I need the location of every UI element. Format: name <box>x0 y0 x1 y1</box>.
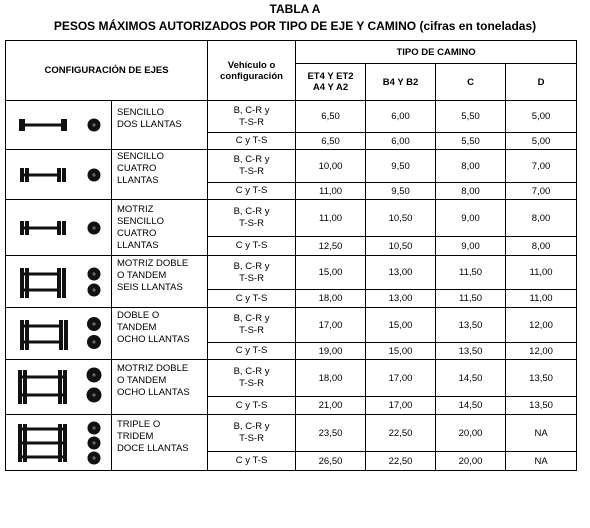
wheel-post <box>25 320 29 350</box>
tire-hub <box>93 426 96 429</box>
weight-cell: 11,50 <box>436 290 506 308</box>
wheel-post <box>62 221 66 235</box>
double-tandem-eight-tires-icon <box>78 308 112 360</box>
axle-description-line: OCHO LLANTAS <box>117 333 190 345</box>
wheel-post <box>20 168 24 182</box>
axle-description-line: DOCE LLANTAS <box>117 442 189 454</box>
axle-description <box>112 308 208 360</box>
weight-cell: 12,00 <box>506 308 577 343</box>
weight-cell: 15,00 <box>366 343 436 360</box>
wheel-post <box>20 221 24 235</box>
drive-double-tandem-eight-tires-icon <box>78 360 112 415</box>
axle-diagram <box>6 415 78 471</box>
wheel-post <box>19 119 25 131</box>
weight-cell: 8,00 <box>506 200 577 237</box>
header-vehicle-line1: Vehículo o <box>227 59 276 71</box>
table-row <box>6 150 577 183</box>
weight-cell: 17,00 <box>296 308 366 343</box>
axle-description-line <box>117 187 207 199</box>
wheel-post <box>59 320 63 350</box>
wheel-post <box>64 320 68 350</box>
weight-cell: 13,00 <box>366 290 436 308</box>
table-row <box>6 101 577 133</box>
axle-description-line: DOS LLANTAS <box>117 119 182 130</box>
weight-cell: 11,00 <box>506 290 577 308</box>
header-col-et4 <box>296 64 366 101</box>
table-row <box>6 200 577 237</box>
tire-hub <box>93 288 96 291</box>
axle-description <box>112 415 208 471</box>
axle-description-line <box>117 399 207 411</box>
tire-hub <box>93 272 96 275</box>
weight-cell: 13,50 <box>506 360 577 397</box>
weight-cell: 17,00 <box>366 360 436 397</box>
axle-description-line: MOTRIZ DOBLE <box>117 363 189 374</box>
vehicle-configuration-line: B, C-R y <box>233 154 270 165</box>
axle-diagram <box>6 256 78 308</box>
axle-description-line: DOBLE O <box>117 309 160 321</box>
vehicle-configuration <box>208 183 296 200</box>
weight-cell: 5,00 <box>506 133 577 150</box>
weight-cell: 6,50 <box>296 133 366 150</box>
axle-description-line: O TANDEM <box>117 269 167 281</box>
weight-cell: 12,50 <box>296 237 366 256</box>
axle-diagram <box>6 360 78 415</box>
axle-bar <box>19 124 63 127</box>
wheel-post <box>57 268 61 298</box>
vehicle-configuration-line: C y T-S <box>235 240 268 251</box>
header-col-d: D <box>506 64 577 101</box>
drive-single-axle-four-tires-icon <box>78 200 112 256</box>
weight-cell: 5,00 <box>506 101 577 133</box>
weight-cell: 11,00 <box>296 183 366 200</box>
vehicle-configuration-line: C y T-S <box>235 185 268 196</box>
axle-description-line: OCHO LLANTAS <box>117 387 190 398</box>
wheel-post <box>62 268 66 298</box>
weight-cell: 10,00 <box>296 150 366 183</box>
axle-bar <box>21 455 63 458</box>
wheel-post <box>58 424 62 462</box>
wheel-post <box>23 370 27 404</box>
weight-cell: 10,50 <box>366 200 436 237</box>
weight-cell: 13,50 <box>436 343 506 360</box>
weight-cell: 26,50 <box>296 452 366 471</box>
axle-bar <box>21 394 63 397</box>
weight-cell: 8,00 <box>436 150 506 183</box>
axle-description-line: TRIPLE O <box>117 418 161 430</box>
axle-diagram <box>6 308 78 360</box>
vehicle-configuration-line: T-S-R <box>239 433 264 444</box>
weight-cell: 10,50 <box>366 237 436 256</box>
axle-diagram <box>6 200 78 256</box>
axle-description-line: SENCILLO <box>117 150 164 162</box>
wheel-post <box>58 370 62 404</box>
header-road-type: TIPO DE CAMINO <box>296 41 577 64</box>
weight-cell: 7,00 <box>506 183 577 200</box>
axle-description <box>112 360 208 415</box>
vehicle-configuration-line: T-S-R <box>239 166 264 177</box>
weight-cell: 13,50 <box>436 308 506 343</box>
wheel-post <box>62 168 66 182</box>
weight-cell: 11,00 <box>296 200 366 237</box>
header-col-c: C <box>436 64 506 101</box>
axle-description-line <box>117 131 207 143</box>
drive-double-tandem-six-tires-icon <box>78 256 112 308</box>
weight-cell: 18,00 <box>296 360 366 397</box>
vehicle-configuration-line: C y T-S <box>235 292 268 304</box>
axle-description <box>112 101 208 150</box>
weight-cell: 15,00 <box>296 256 366 290</box>
vehicle-configuration-line: C y T-S <box>235 399 268 411</box>
axle-description <box>112 200 208 256</box>
vehicle-configuration <box>208 360 296 397</box>
weight-cell: 6,50 <box>296 101 366 133</box>
axle-description-line: SENCILLO <box>117 107 164 118</box>
table-body <box>6 101 577 471</box>
table-row <box>6 415 577 452</box>
weight-cell: 14,50 <box>436 397 506 415</box>
table-row <box>6 360 577 397</box>
wheel-post <box>57 168 61 182</box>
tire-hub <box>93 393 96 396</box>
vehicle-configuration <box>208 150 296 183</box>
weight-cell: 11,00 <box>506 256 577 290</box>
wheel-post <box>63 370 67 404</box>
weight-cell: 20,00 <box>436 415 506 452</box>
single-axle-two-tires-icon <box>78 101 112 150</box>
weight-cell: 15,00 <box>366 308 436 343</box>
axle-description-line: SENCILLO <box>117 215 164 227</box>
axle-description-line: TANDEM <box>117 321 157 333</box>
weight-cell: 20,00 <box>436 452 506 471</box>
axle-description-line: CUATRO <box>117 162 157 174</box>
vehicle-configuration-line: B, C-R y <box>233 313 270 324</box>
weight-cell: 5,50 <box>436 133 506 150</box>
weight-cell: 9,50 <box>366 183 436 200</box>
weight-cell: 19,00 <box>296 343 366 360</box>
header-col-b4: B4 Y B2 <box>366 64 436 101</box>
table-title: TABLA A <box>269 2 321 16</box>
tire-hub <box>93 123 96 126</box>
weights-table <box>5 40 577 471</box>
vehicle-configuration <box>208 200 296 237</box>
header-vehicle-line2: configuración <box>220 70 283 82</box>
header-config: CONFIGURACIÓN DE EJES <box>6 41 208 101</box>
weight-cell: 14,50 <box>436 360 506 397</box>
vehicle-configuration <box>208 256 296 290</box>
axle-bar <box>21 441 63 444</box>
tire-hub <box>93 456 96 459</box>
weight-cell: 23,50 <box>296 415 366 452</box>
axle-description-line <box>117 346 207 358</box>
weight-cell: 13,50 <box>506 397 577 415</box>
wheel-post <box>57 221 61 235</box>
axle-description-line <box>117 455 207 467</box>
single-axle-four-tires-icon <box>78 150 112 200</box>
weight-cell: 6,00 <box>366 101 436 133</box>
table-row <box>6 308 577 343</box>
wheel-post <box>18 370 22 404</box>
tire-hub <box>93 373 96 376</box>
tire-hub <box>93 173 96 176</box>
wheel-post <box>25 221 29 235</box>
axle-description-line: TRIDEM <box>117 430 154 442</box>
axle-description-line: SEIS LLANTAS <box>117 281 183 293</box>
vehicle-configuration-line: T-S-R <box>239 325 264 336</box>
wheel-post <box>23 424 27 462</box>
weight-cell: NA <box>506 452 577 471</box>
weight-cell: 22,50 <box>366 452 436 471</box>
weight-cell: 12,00 <box>506 343 577 360</box>
wheel-post <box>63 424 67 462</box>
axle-description-line: O TANDEM <box>117 375 167 386</box>
vehicle-configuration-line: C y T-S <box>235 135 268 146</box>
vehicle-configuration-line: B, C-R y <box>233 206 270 217</box>
axle-diagram <box>6 101 78 150</box>
tire-hub <box>93 441 96 444</box>
tire-hub <box>93 226 96 229</box>
header-vehicle <box>208 41 296 101</box>
axle-description-line <box>117 294 207 306</box>
weight-cell: 9,00 <box>436 237 506 256</box>
wheel-post <box>18 424 22 462</box>
axle-description <box>112 150 208 200</box>
vehicle-configuration-line: B, C-R y <box>233 421 270 432</box>
wheel-post <box>20 320 24 350</box>
axle-description-line: LLANTAS <box>117 174 159 186</box>
header-col-et4-line1: ET4 Y ET2 <box>307 71 354 82</box>
vehicle-configuration-line: B, C-R y <box>233 260 270 272</box>
weight-cell: 13,00 <box>366 256 436 290</box>
weight-cell: 9,00 <box>436 200 506 237</box>
axle-description-line: CUATRO <box>117 227 157 239</box>
weight-cell: NA <box>506 415 577 452</box>
weight-cell: 6,00 <box>366 133 436 150</box>
vehicle-configuration-line: T-S-R <box>239 272 264 284</box>
weight-cell: 8,00 <box>436 183 506 200</box>
weight-cell: 7,00 <box>506 150 577 183</box>
vehicle-configuration-line: C y T-S <box>235 455 268 466</box>
vehicle-configuration <box>208 452 296 471</box>
vehicle-configuration-line: T-S-R <box>239 378 264 389</box>
vehicle-configuration-line: C y T-S <box>235 345 268 356</box>
weight-cell: 21,00 <box>296 397 366 415</box>
axle-description-line: LLANTAS <box>117 239 159 251</box>
axle-bar <box>21 427 63 430</box>
weight-cell: 18,00 <box>296 290 366 308</box>
weight-cell: 5,50 <box>436 101 506 133</box>
vehicle-configuration-line: T-S-R <box>239 116 264 128</box>
tire-hub <box>93 340 96 343</box>
tire-hub <box>93 322 96 325</box>
vehicle-configuration <box>208 415 296 452</box>
wheel-post <box>25 168 29 182</box>
weight-cell: 22,50 <box>366 415 436 452</box>
header-col-et4-line2: A4 Y A2 <box>312 82 349 93</box>
vehicle-configuration <box>208 308 296 343</box>
vehicle-configuration <box>208 343 296 360</box>
vehicle-configuration <box>208 397 296 415</box>
vehicle-configuration-line: B, C-R y <box>233 366 270 377</box>
vehicle-configuration-line: B, C-R y <box>233 104 270 116</box>
vehicle-configuration-line: T-S-R <box>239 218 264 229</box>
wheel-post <box>25 268 29 298</box>
vehicle-configuration <box>208 133 296 150</box>
wheel-post <box>61 119 67 131</box>
weight-cell: 11,50 <box>436 256 506 290</box>
weight-cell: 9,50 <box>366 150 436 183</box>
axle-bar <box>21 376 63 379</box>
weight-cell: 8,00 <box>506 237 577 256</box>
table-subtitle: PESOS MÁXIMOS AUTORIZADOS POR TIPO DE EJE Y CAMINO (cifras en toneladas) <box>53 19 537 33</box>
vehicle-configuration <box>208 290 296 308</box>
table-row <box>6 256 577 290</box>
triple-tridem-twelve-tires-icon <box>78 415 112 471</box>
axle-description <box>112 256 208 308</box>
axle-description-line: MOTRIZ <box>117 203 154 215</box>
axle-description-line: MOTRIZ DOBLE <box>117 257 189 269</box>
weight-cell: 17,00 <box>366 397 436 415</box>
vehicle-configuration <box>208 237 296 256</box>
wheel-post <box>20 268 24 298</box>
vehicle-configuration <box>208 101 296 133</box>
axle-diagram <box>6 150 78 200</box>
